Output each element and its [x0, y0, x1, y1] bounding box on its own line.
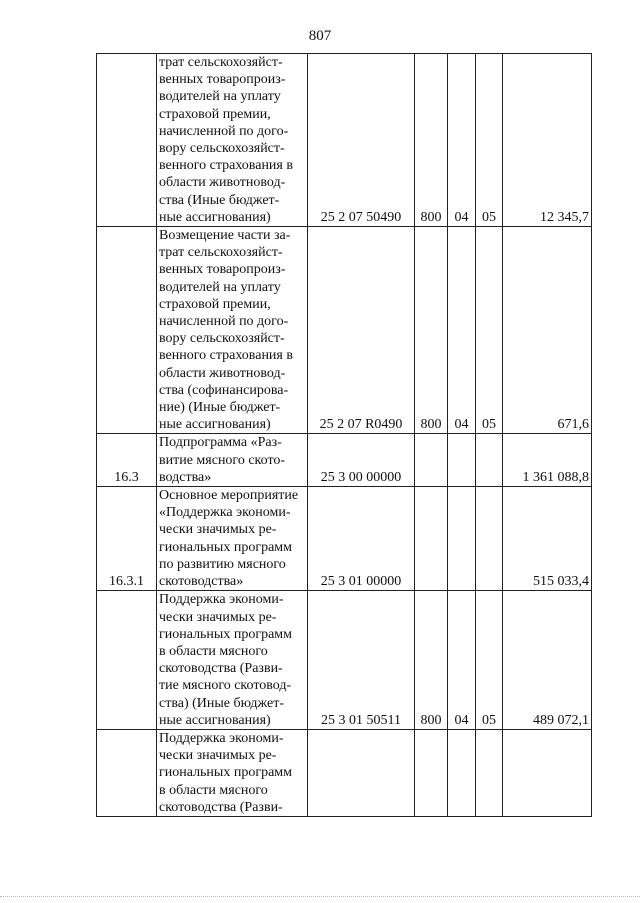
row-subsection-cell	[476, 487, 503, 591]
row-number-cell: 16.3	[97, 434, 157, 487]
row-name-cell	[157, 54, 308, 227]
row-number-cell	[97, 591, 157, 730]
row-subsection-cell	[476, 729, 503, 816]
row-section-cell	[448, 729, 476, 816]
row-sum-cell: 489 072,1	[503, 591, 592, 730]
row-expense-type-cell: 800	[415, 54, 448, 227]
row-name-line: по развитию мясного	[159, 556, 286, 572]
row-subsection-cell	[476, 434, 503, 487]
row-name-line: венных товаропроиз-	[159, 262, 286, 278]
row-name-line: ные ассигнования)	[159, 209, 271, 225]
row-name-line: гиональных программ	[159, 626, 292, 642]
row-name-line: начисленной по дого-	[159, 123, 289, 139]
budget-table-body	[97, 54, 592, 817]
row-name-line: скотоводства»	[159, 574, 244, 590]
row-sum-cell: 671,6	[503, 227, 592, 434]
row-sum-cell	[503, 729, 592, 816]
row-number-cell	[97, 54, 157, 227]
row-name-line: ства) (Иные бюджет-	[159, 695, 284, 711]
row-name-line: в области мясного	[159, 782, 268, 798]
table-row	[97, 54, 592, 227]
row-name-line: страховой премии,	[159, 296, 271, 312]
row-name-line: ные ассигнования)	[159, 712, 271, 728]
row-section-cell	[448, 487, 476, 591]
page-number: 807	[308, 28, 332, 44]
budget-table	[96, 53, 592, 817]
row-name-line: чески значимых ре-	[159, 609, 277, 625]
row-name-line: Подпрограмма «Раз-	[159, 435, 282, 451]
table-row	[97, 434, 592, 487]
row-name-line: начисленной по дого-	[159, 314, 289, 330]
row-expense-type-cell: 800	[415, 591, 448, 730]
row-name-line: витие мясного ското-	[159, 452, 286, 468]
row-name-cell	[157, 434, 308, 487]
row-number-cell	[97, 227, 157, 434]
row-name-line: трат сельскохозяйст-	[159, 55, 283, 70]
row-name-line: области животновод-	[159, 175, 286, 191]
row-name-line: в области мясного	[159, 643, 268, 659]
table-row	[97, 487, 592, 591]
scan-edge-line	[0, 896, 640, 897]
table-row	[97, 227, 592, 434]
row-name-line: области животновод-	[159, 365, 286, 381]
row-name-line: скотоводства (Разви-	[159, 661, 283, 677]
row-section-cell: 04	[448, 591, 476, 730]
row-name-line: ства (Иные бюджет-	[159, 192, 280, 208]
row-name-line: ние) (Иные бюджет-	[159, 400, 281, 416]
row-name-line: венных товаропроиз-	[159, 72, 286, 88]
table-row	[97, 591, 592, 730]
row-section-cell: 04	[448, 54, 476, 227]
row-expense-type-cell	[415, 487, 448, 591]
row-name-line: ства (софинансирова-	[159, 382, 289, 398]
row-name-line: венного страхования в	[159, 348, 293, 364]
row-subsection-cell: 05	[476, 227, 503, 434]
row-name-line: венного страхования в	[159, 158, 293, 174]
row-name-line: чески значимых ре-	[159, 748, 277, 764]
row-name-line: «Поддержка экономи-	[159, 505, 291, 521]
row-name-line: вору сельскохозяйст-	[159, 141, 285, 157]
row-name-cell	[157, 227, 308, 434]
row-code-cell	[308, 729, 415, 816]
row-number-cell: 16.3.1	[97, 487, 157, 591]
row-name-line: чески значимых ре-	[159, 522, 277, 538]
row-name-line: трат сельскохозяйст-	[159, 245, 283, 261]
row-subsection-cell: 05	[476, 54, 503, 227]
row-code-cell: 25 3 00 00000	[308, 434, 415, 487]
row-number-cell	[97, 729, 157, 816]
table-row	[97, 729, 592, 816]
row-expense-type-cell	[415, 729, 448, 816]
row-code-cell: 25 2 07 R0490	[308, 227, 415, 434]
row-code-cell: 25 3 01 00000	[308, 487, 415, 591]
row-name-line: водства»	[159, 469, 212, 485]
row-code-cell: 25 2 07 50490	[308, 54, 415, 227]
row-name-line: гиональных программ	[159, 765, 292, 781]
row-name-line: скотоводства (Разви-	[159, 799, 283, 815]
row-section-cell: 04	[448, 227, 476, 434]
row-sum-cell: 515 033,4	[503, 487, 592, 591]
row-name-line: ные ассигнования)	[159, 417, 271, 433]
row-sum-cell: 12 345,7	[503, 54, 592, 227]
row-name-line: Основное мероприятие	[159, 488, 299, 504]
row-subsection-cell: 05	[476, 591, 503, 730]
row-name-line: водителей на уплату	[159, 279, 281, 295]
row-name-cell	[157, 729, 308, 816]
row-name-cell	[157, 487, 308, 591]
row-name-line: тие мясного скотовод-	[159, 678, 292, 694]
row-name-line: Возмещение части за-	[159, 228, 291, 244]
row-name-line: вору сельскохозяйст-	[159, 331, 285, 347]
row-sum-cell: 1 361 088,8	[503, 434, 592, 487]
row-name-line: Поддержка экономи-	[159, 730, 284, 746]
row-name-line: водителей на уплату	[159, 89, 281, 105]
row-name-line: Поддержка экономи-	[159, 592, 284, 608]
row-name-cell	[157, 591, 308, 730]
row-section-cell	[448, 434, 476, 487]
row-name-line: гиональных программ	[159, 539, 292, 555]
row-expense-type-cell: 800	[415, 227, 448, 434]
row-name-line: страховой премии,	[159, 106, 271, 122]
row-expense-type-cell	[415, 434, 448, 487]
row-code-cell: 25 3 01 50511	[308, 591, 415, 730]
